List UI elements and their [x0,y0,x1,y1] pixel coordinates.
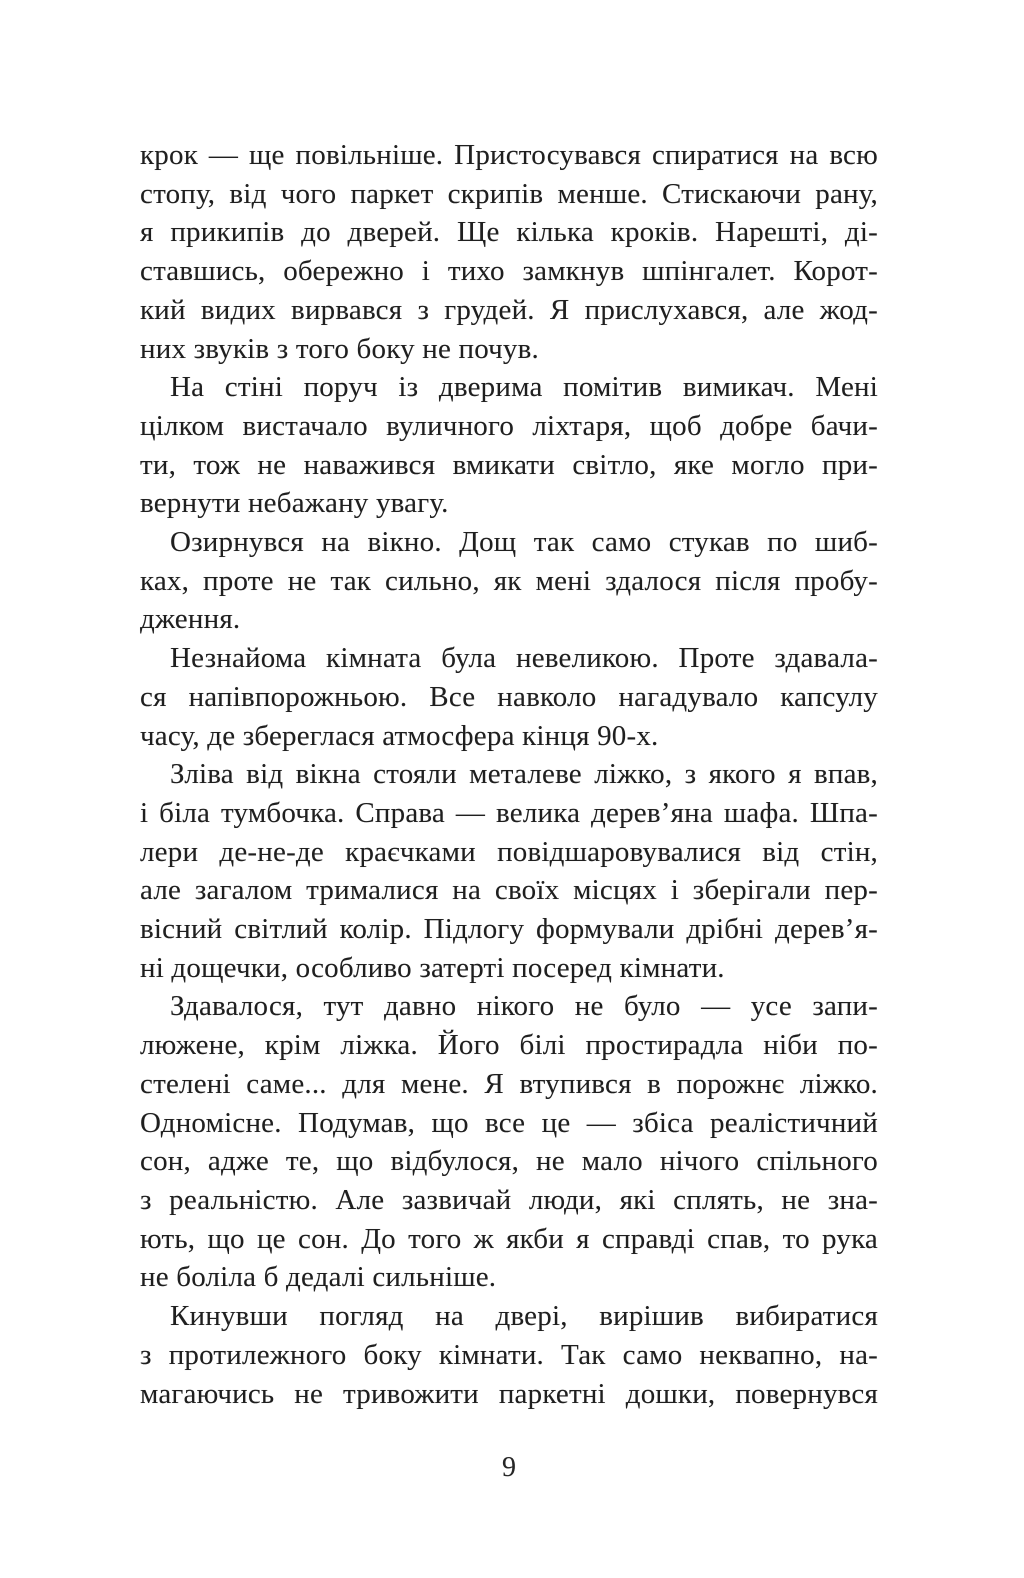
text-line: ють, що це сон. До того ж якби я справді спав, то рука [140,1222,878,1255]
text-line: Одномісне. Подумав, що все це — збіса реалістичний [140,1106,878,1139]
text-line: них звуків з того боку не почув. [140,332,539,365]
paragraph [140,987,878,1297]
text-line: сон, адже те, що відбулося, не мало нічого спільного [140,1145,878,1178]
text-line: кий видих вирвався з грудей. Я прислухався, але жод- [140,293,878,326]
text-line: На стіні поруч із дверима помітив вимикач. Мені [170,371,878,404]
text-line: стелені саме... для мене. Я втупився в порожнє ліжко. [140,1067,878,1100]
text-line: я прикипів до дверей. Ще кілька кроків. Нарешті, ді- [140,216,878,249]
text-line: Озирнувся на вікно. Дощ так само стукав по шиб- [170,526,878,559]
text-line: ся напівпорожньою. Все навколо нагадувало капсулу [140,680,878,713]
text-line: але загалом трималися на своїх місцях і зберігали пер- [140,874,878,907]
text-line: з реальністю. Але зазвичай люди, які сплять, не зна- [140,1183,878,1216]
text-line: дження. [140,603,241,636]
paragraph [140,523,878,639]
text-line: цілком вистачало вуличного ліхтаря, щоб добре бачи- [140,409,878,442]
text-line: Зліва від вікна стояли металеве ліжко, з якого я впав, [170,758,878,791]
paragraph [140,136,878,368]
text-line: магаючись не тривожити паркетні дошки, повернувся [140,1377,878,1410]
text-line: Кинувши погляд на двері, вирішив вибиратися [170,1300,878,1333]
text-line: ти, тож не наважився вмикати світло, яке могло при- [140,448,878,481]
text-line: крок — ще повільніше. Пристосувався спиратися на всю [140,139,878,171]
text-line: часу, де збереглася атмосфера кінця 90-х. [140,719,659,752]
text-line: лери де-не-де краєчками повідшаровувалися від стін, [140,835,878,868]
text-line: Незнайома кімната була невеликою. Проте здавала- [170,642,878,675]
text-line: ставшись, обережно і тихо замкнув шпінгалет. Корот- [140,255,878,288]
text-line: з протилежного боку кімнати. Так само неквапно, на- [140,1338,878,1371]
text-line: вісний світлий колір. Підлогу формували дрібні дерев’я- [140,913,878,946]
page-number: 9 [502,1452,516,1483]
page-text [140,136,878,1413]
text-line: не боліла б дедалі сильніше. [140,1261,497,1294]
paragraph [140,639,878,755]
text-line: вернути небажану увагу. [140,487,449,520]
text-line: ках, проте не так сильно, як мені здалося після пробу- [140,564,878,597]
paragraph [140,368,878,523]
text-line: стопу, від чого паркет скрипів менше. Стискаючи рану, [140,177,878,210]
text-line: і біла тумбочка. Справа — велика дерев’яна шафа. Шпа- [140,796,878,829]
text-line: ні дощечки, особливо затерті посеред кімнати. [140,951,725,984]
paragraph [140,755,878,987]
paragraph [140,1297,878,1413]
text-line: Здавалося, тут давно нікого не було — усе запи- [170,990,878,1023]
text-line: люжене, крім ліжка. Його білі простирадла ніби по- [140,1029,878,1062]
